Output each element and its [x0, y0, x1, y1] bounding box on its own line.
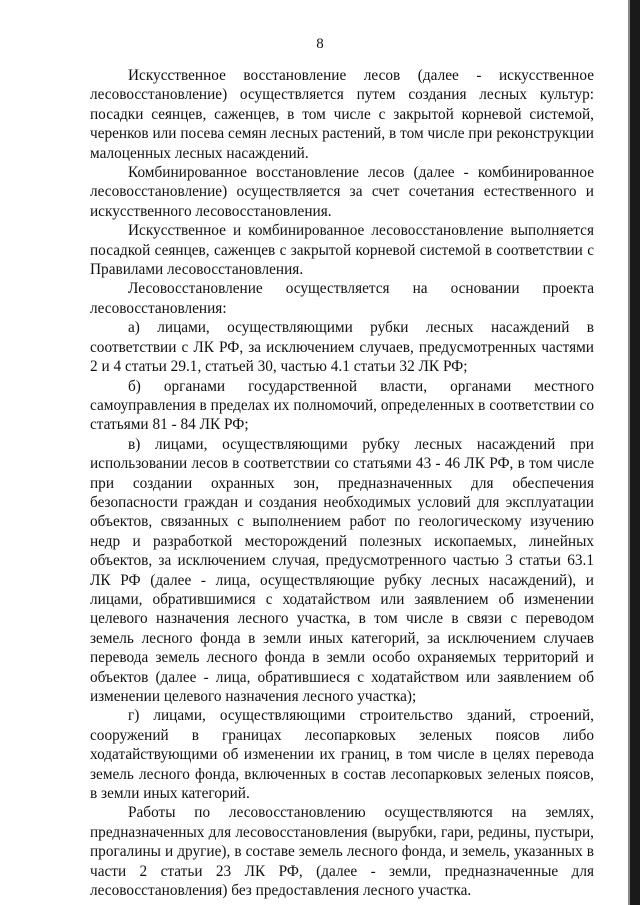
paragraph-combined-restoration: Комбинированное восстановление лесов (далее - комбинированное лесовосстановление) осуществляется за счет сочетания естественного и искусственного лесовосстановления.	[90, 164, 594, 220]
page-number: 8	[316, 36, 324, 52]
list-item-g: г) лицами, осуществляющими строительство зданий, строений, сооружений в границах лесопарковых зеленых поясов либо ходатайствующими об изменении их границ, в том числе в целях перевода земель лесного фонда, включенных в состав лесопарковых зеленых поясов, в земли иных категорий.	[90, 707, 594, 803]
paragraph-works-lands: Работы по лесовосстановлению осуществляются на землях, предназначенных для лесовосстановления (вырубки, гари, редины, пустыри, прогалины и другие), в составе земель лесного фонда, и земель, указанных в части 2 статьи 23 ЛК РФ, (далее - земли, предназначенные для лесовосстановления) без предоставления лесного участка.	[90, 804, 594, 900]
body-text	[90, 66, 594, 900]
paragraph-planting-method: Искусственное и комбинированное лесовосстановление выполняется посадкой сеянцев, саженцев с закрытой корневой системой в соответствии с Правилами лесовосстановления.	[90, 222, 594, 279]
scan-edge	[630, 0, 640, 905]
list-item-b: б) органами государственной власти, органами местного самоуправления в пределах их полномочий, определенных в соответствии со статьями 81 - 84 ЛК РФ;	[90, 377, 594, 434]
list-item-v: в) лицами, осуществляющими рубку лесных насаждений при использовании лесов в соответствии со статьями 43 - 46 ЛК РФ, в том числе при создании охранных зон, предназначенных для обеспечения безопасности граждан и создания необходимых условий для эксплуатации объектов, связанных с выполнением работ по геологическому изучению недр и разработкой месторождений полезных ископаемых, линейных объектов, за исключением случая, предусмотренного частью 3 статьи 63.1 ЛК РФ (далее - лица, осуществляющие рубку лесных насаждений), и лицами, обратившимися с ходатайством или заявлением об изменении целевого назначения лесного участка, в том числе в связи с переводом земель лесного фонда в земли иных категорий, за исключением случаев перевода земель лесного фонда в земли особо охраняемых территорий и объектов (далее - лица, обратившиеся с ходатайством или заявлением об изменении целевого назначения лесного участка);	[90, 435, 594, 705]
paragraph-artificial-restoration: Искусственное восстановление лесов (далее - искусственное лесовосстановление) осуществляется путем создания лесных культур: посадки сеянцев, саженцев, в том числе с закрытой корневой системой, черенков или посева семян лесных растений, в том числе при реконструкции малоценных лесных насаждений.	[90, 67, 594, 162]
list-item-a: а) лицами, осуществляющими рубки лесных насаждений в соответствии с ЛК РФ, за исключением случаев, предусмотренных частями 2 и 4 статьи 29.1, статьей 30, частью 4.1 статьи 32 ЛК РФ;	[90, 319, 594, 376]
paragraph-project-basis: Лесовосстановление осуществляется на основании проекта лесовосстановления:	[90, 280, 594, 317]
